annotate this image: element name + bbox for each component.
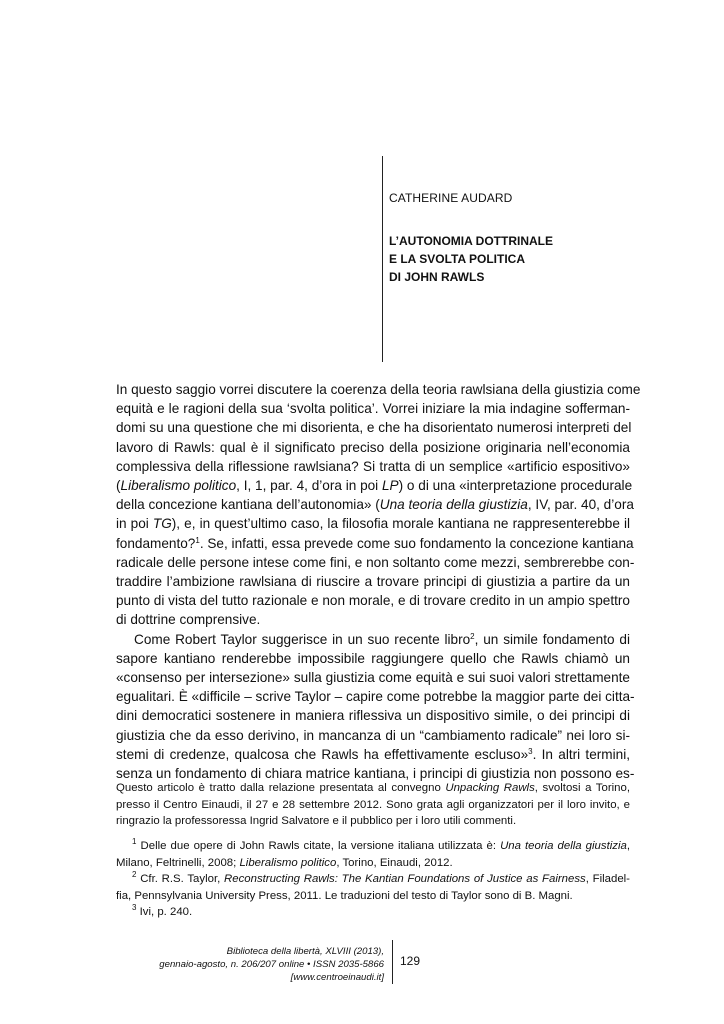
footnotes [116,838,630,921]
text-line: equità e le ragioni della sua ‘svolta politica’. Vorrei iniziare la mia indagine sofferman- [116,401,630,417]
note-line: ringrazio la professoressa Ingrid Salvatore e il pubblico per i loro utili commenti. [116,815,517,828]
footnote-ref: 1 [195,535,200,545]
journal-link: [www.centroeinaudi.it] [290,972,384,983]
journal-info [159,945,384,984]
footnote-2-cont: fia, Pennsylvania University Press, 2011. Le traduzioni del testo di Taylor sono di B. Magni. [116,889,573,902]
title-line: DI JOHN RAWLS [389,270,485,284]
header-rule [382,156,383,362]
article-body [116,380,641,783]
paragraph [116,630,635,784]
text-line: radicale delle persone intese come fini, e non soltanto come mezzi, sembrerebbe con- [116,554,635,570]
text-line: giustizia che da esso derivino, in mancanza di un “cambiamento radicale” nei loro si- [116,727,630,743]
text-line: della concezione kantiana dell’autonomia» (Una teoria della giustizia, IV, par. 40, d’ora [116,497,634,513]
note-line: Questo articolo è tratto dalla relazione presentata al convegno Unpacking Rawls, svoltosi a Torino, [116,782,630,794]
text-line: Come Robert Taylor suggerisce in un suo recente libro$^2$, un simile fondamento di [134,631,630,647]
text-line: di dottrine comprensive. [116,612,261,628]
paragraph [116,380,641,630]
text-line: complessiva della riflessione rawlsiana? Si tratta di un semplice «artificio espositivo» [116,458,630,474]
footnote-2: $^2$ Cfr. R.S. Taylor, Reconstructing Rawls: The Kantian Foundations of Justice as Fairness, Filadel- [132,870,630,886]
author-name: CATHERINE AUDARD [389,191,513,205]
text-line: punto di vista del tutto razionale e non morale, e di trovare credito in un ampio spettro [116,593,630,609]
text-line: in poi TG), e, in quest’ultimo caso, la filosofia morale kantiana ne rappresenterebbe il [116,516,630,532]
text-line: «consenso per intersezione» sulla giustizia come equità e sui suoi valori strettamente [116,670,630,686]
title-line: L’AUTONOMIA DOTTRINALE [389,234,553,248]
footnote-3: $^3$ Ivi, p. 240. [132,903,193,919]
title-line: E LA SVOLTA POLITICA [389,252,525,266]
journal-line: gennaio-agosto, n. 206/207 online • ISSN 2035-5866 [159,959,384,970]
footnote-1: $^1$ Delle due opere di John Rawls citate, la versione italiana utilizzata è: Una teoria della giustizia, [132,837,631,852]
text-line: senza un fondamento di chiara matrice kantiana, i principi di giustizia non possono es- [116,766,635,782]
note-line: presso il Centro Einaudi, il 27 e 28 settembre 2012. Sono grata agli organizzatori per il loro invito, e [116,798,630,811]
text-line: dini democratici sostenere in maniera riflessiva un dispositivo simile, o dei principi di [116,708,630,724]
text-line: sapore kantiano renderebbe impossibile raggiungere quello che Rawls chiamò un [116,650,630,666]
footer-rule [392,940,393,984]
text-line: traddire l’ambizione rawlsiana di riuscire a trovare principi di giustizia a partire da un [116,574,630,590]
journal-line: Biblioteca della libertà, XLVIII (2013), [226,946,384,957]
article-note [116,780,630,830]
footnote-ref: 3 [528,746,533,756]
text-line: fondamento?$^1$. Se, infatti, essa prevede come suo fondamento la concezione kantiana [116,535,634,551]
article-title [389,232,553,286]
text-line: egualitari. È «difficile – scrive Taylor – capire come potrebbe la maggior parte dei citta- [116,689,635,705]
text-line: domi su una questione che mi disorienta, e che ha disorientato numerosi interpreti del [116,420,632,436]
text-line: (Liberalismo politico, I, 1, par. 4, d’ora in poi LP) o di una «interpretazione procedurale [116,478,633,494]
text-line: stemi di credenze, qualcosa che Rawls ha effettivamente escluso»$^3$. In altri termini, [116,746,630,762]
text-line: lavoro di Rawls: qual è il significato preciso della posizione originaria nell’economia [116,439,630,455]
footnote-1-cont: Milano, Feltrinelli, 2008; Liberalismo politico, Torino, Einaudi, 2012. [116,856,453,869]
footnote-ref: 2 [470,631,475,641]
text-line: In questo saggio vorrei discutere la coerenza della teoria rawlsiana della giustizia come [116,382,641,397]
page-number: 129 [400,954,421,968]
